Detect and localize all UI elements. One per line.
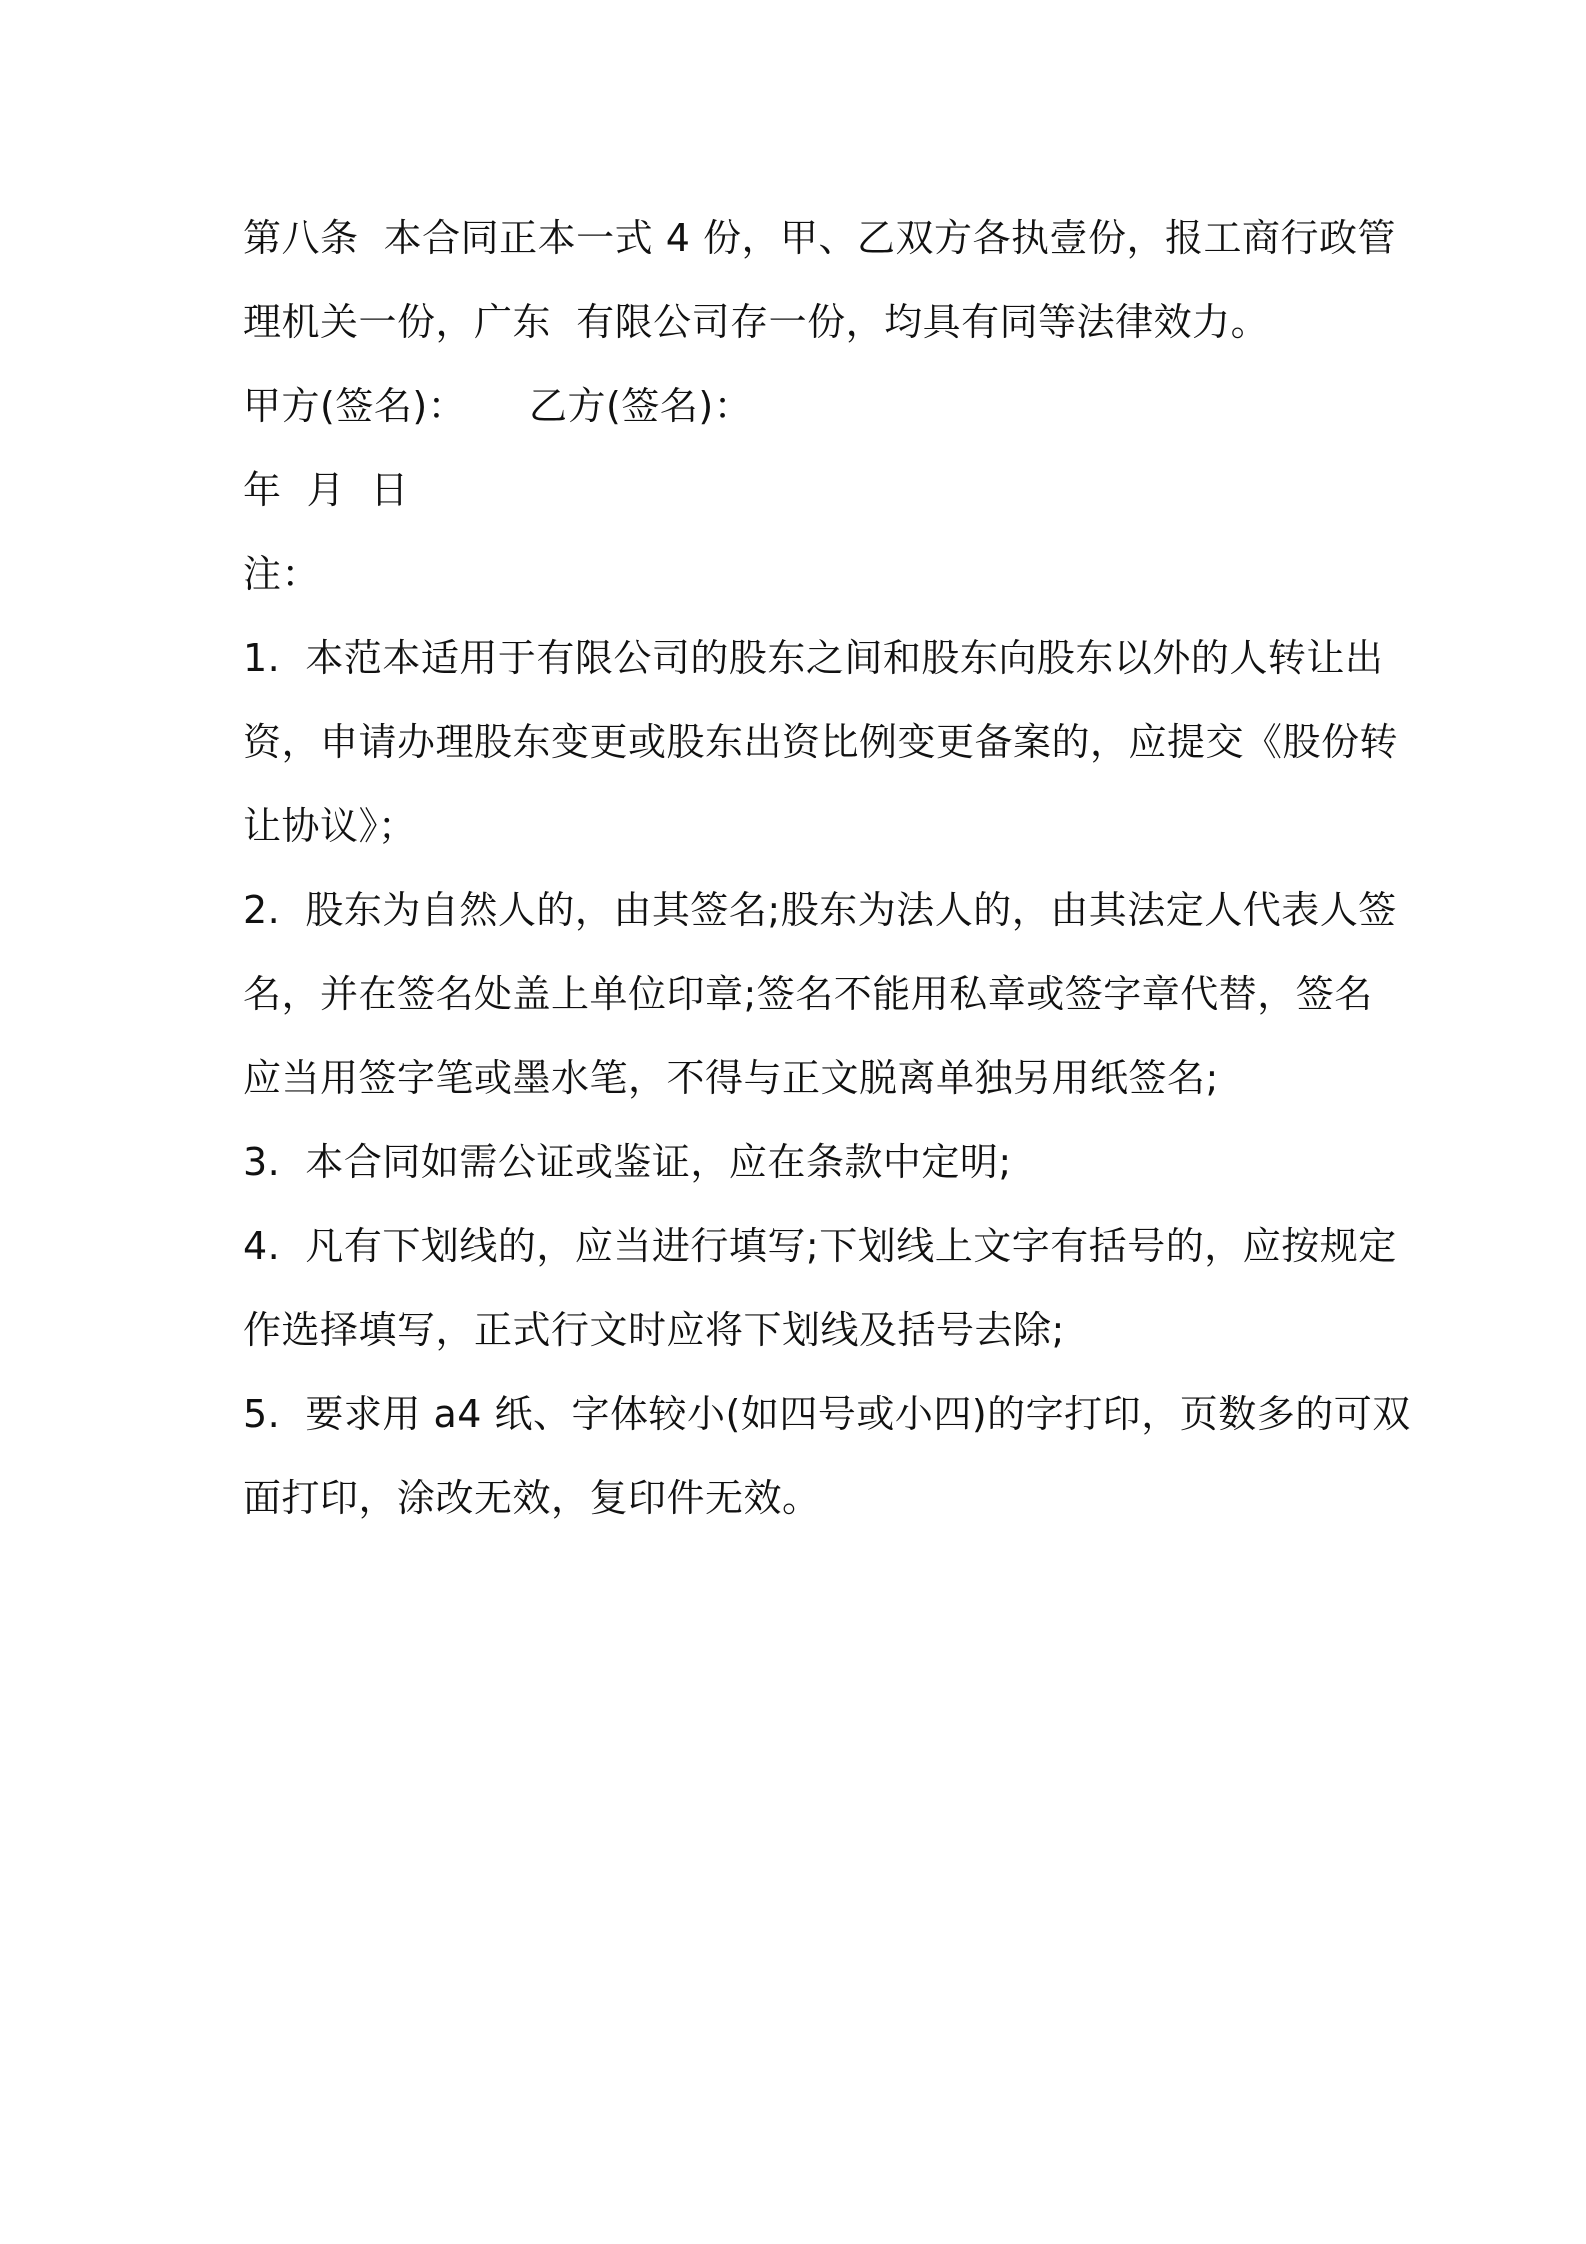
note-2-line-2: 名，并在签名处盖上单位印章;签名不能用私章或签字章代替，签名 (243, 972, 1373, 1016)
clause-8-line-2: 理机关一份，广东 有限公司存一份，均具有同等法律效力。 (243, 300, 1270, 344)
signature-line: 甲方(签名)： 乙方(签名)： (243, 384, 753, 428)
note-1-line-1: 1. 本范本适用于有限公司的股东之间和股东向股东以外的人转让出 (243, 636, 1384, 680)
note-4-line-1: 4. 凡有下划线的，应当进行填写;下划线上文字有括号的，应按规定 (243, 1224, 1397, 1268)
note-2-line-3: 应当用签字笔或墨水笔，不得与正文脱离单独另用纸签名; (243, 1056, 1219, 1100)
note-5-line-1: 5. 要求用 a4 纸、字体较小(如四号或小四)的字打印，页数多的可双 (243, 1392, 1411, 1436)
note-2-line-1: 2. 股东为自然人的，由其签名;股东为法人的，由其法定人代表人签 (243, 888, 1397, 932)
note-1-line-3: 让协议》； (243, 804, 417, 848)
clause-8-line-1: 第八条 本合同正本一式 4 份，甲、乙双方各执壹份，报工商行政管 (243, 216, 1396, 260)
notes-heading: 注： (243, 552, 321, 596)
note-1-line-2: 资，申请办理股东变更或股东出资比例变更备案的，应提交《股份转 (243, 720, 1399, 764)
note-4-line-2: 作选择填写，正式行文时应将下划线及括号去除; (243, 1308, 1065, 1352)
note-3-line-1: 3. 本合同如需公证或鉴证，应在条款中定明; (243, 1140, 1012, 1184)
document-body (243, 196, 1411, 1540)
note-5-line-2: 面打印，涂改无效，复印件无效。 (243, 1476, 821, 1520)
date-line: 年 月 日 (243, 468, 409, 512)
